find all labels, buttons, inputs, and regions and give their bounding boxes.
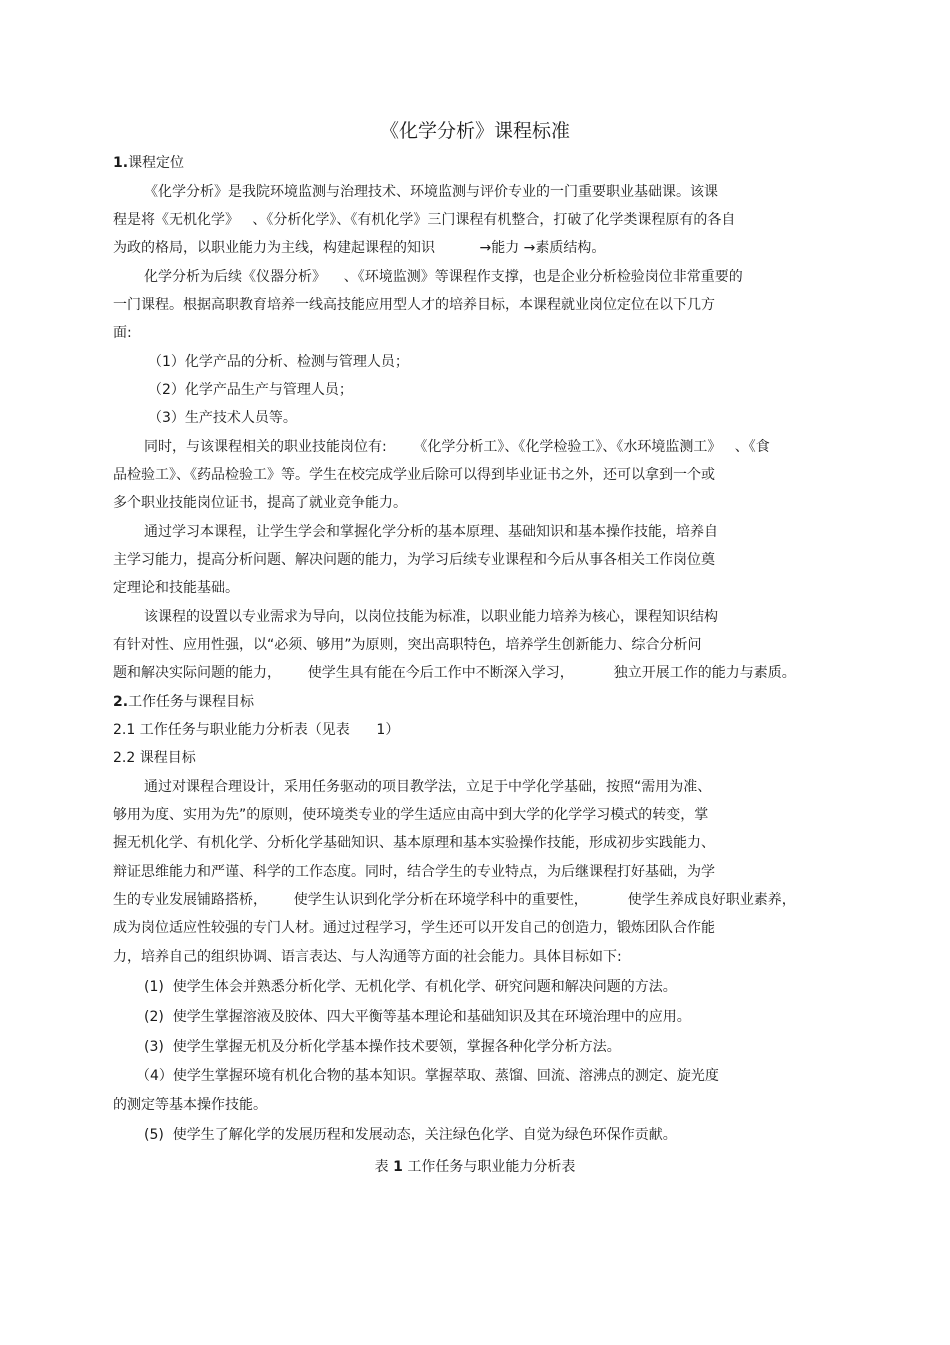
table-caption [0,1158,950,1176]
text-line [144,978,677,996]
line-text: 化学分析为后续《仪器分析》 、《环境监测》等课程作支撑，也是企业分析检验岗位非常重要的 [144,269,743,285]
text-line [148,353,409,371]
line-text: (5) 使学生了解化学的发展历程和发展动态，关注绿色化学、自觉为绿色环保作贡献。 [144,1127,677,1143]
text-line [113,948,622,966]
line-text: 2.1 工作任务与职业能力分析表（见表 1） [113,722,400,738]
section-heading [113,154,184,172]
text-line [144,1126,677,1144]
text-line [136,1067,719,1085]
text-line [113,551,715,569]
line-text: 生的专业发展铺路搭桥， 使学生认识到化学分析在环境学科中的重要性， 使学生养成良好职业素养， [113,892,796,908]
text-line [113,579,239,597]
text-line [148,409,297,427]
line-text: 题和解决实际问题的能力， 使学生具有能在今后工作中不断深入学习， 独立开展工作的能力与素质。 [113,665,796,681]
line-text: 程是将《无机化学》 、《分析化学》、《有机化学》三门课程有机整合，打破了化学类课程原有的各自 [113,212,736,228]
text-line [113,863,715,881]
text-line [113,919,715,937]
text-line [144,523,718,541]
line-text: 定理论和技能基础。 [113,580,239,596]
line-text: 辩证思维能力和严谨、科学的工作态度。同时，结合学生的专业特点，为后继课程打好基础，为学 [113,864,715,880]
line-text: 为政的格局，以职业能力为主线，构建起课程的知识 →能力 →素质结构。 [113,240,606,256]
line-text: 《化学分析》是我院环境监测与治理技术、环境监测与评价专业的一门重要职业基础课。该课 [144,184,718,200]
line-text: 多个职业技能岗位证书，提高了就业竞争能力。 [113,495,407,511]
line-text: 的测定等基本操作技能。 [113,1097,267,1113]
line-text: 力，培养自己的组织协调、语言表达、与人沟通等方面的社会能力。具体目标如下: [113,949,622,965]
line-text: 工作任务与课程目标 [128,694,255,710]
line-text: (2) 使学生掌握溶液及胶体、四大平衡等基本理论和基础知识及其在环境治理中的应用。 [144,1009,691,1025]
page-title: 《化学分析》课程标准 [379,120,570,142]
text-line [144,608,718,626]
line-text: 主学习能力，提高分析问题、解决问题的能力，为学习后续专业课程和今后从事各相关工作岗位奠 [113,552,715,568]
caption-text: 工作任务与职业能力分析表 [402,1159,576,1175]
text-line [144,1008,691,1026]
line-text: 有针对性、应用性强，以“必须、够用”为原则，突出高职特色，培养学生创新能力、综合分析问 [113,637,702,653]
text-line [113,806,708,824]
line-text: 通过学习本课程，让学生学会和掌握化学分析的基本原理、基础知识和基本操作技能，培养自 [144,524,718,540]
section-number: 1. [113,155,129,171]
section-number: 2. [113,694,129,710]
line-text: 握无机化学、有机化学、分析化学基础知识、基本原理和基本实验操作技能，形成初步实践能力、 [113,835,715,851]
line-text: （2）化学产品生产与管理人员； [148,382,353,398]
line-text: (3) 使学生掌握无机及分析化学基本操作技术要领，掌握各种化学分析方法。 [144,1039,621,1055]
line-text: （1）化学产品的分析、检测与管理人员； [148,354,409,370]
text-line [144,183,718,201]
line-text: （3）生产技术人员等。 [148,410,297,426]
section-heading [113,693,254,711]
text-line [113,239,605,257]
caption-number: 1 [393,1159,403,1175]
line-text: 够用为度、实用为先”的原则，使环境类专业的学生适应由高中到大学的化学学习模式的转变，掌 [113,807,709,823]
line-text: 该课程的设置以专业需求为导向，以岗位技能为标准，以职业能力培养为核心，课程知识结构 [144,609,718,625]
text-line [113,721,399,739]
text-line [113,664,796,682]
text-line [113,1096,267,1114]
text-line [144,268,743,286]
line-text: (1) 使学生体会并熟悉分析化学、无机化学、有机化学、研究问题和解决问题的方法。 [144,979,677,995]
text-line [144,1038,621,1056]
line-text: 课程定位 [128,155,185,171]
line-text: 品检验工》、《药品检验工》等。学生在校完成学业后除可以得到毕业证书之外，还可以拿到一个或 [113,467,715,483]
text-line [113,636,702,654]
text-line [113,834,715,852]
text-line [113,324,132,342]
text-line [113,891,796,909]
text-line [148,381,353,399]
text-line [113,749,196,767]
line-text: 同时，与该课程相关的职业技能岗位有: 《化学分析工》、《化学检验工》、《水环境监测工》 、《食 [144,439,770,455]
text-line [144,778,711,796]
line-text: 面: [113,325,132,341]
line-text: （4）使学生掌握环境有机化合物的基本知识。掌握萃取、蒸馏、回流、溶沸点的测定、旋光度 [136,1068,719,1084]
line-text: 通过对课程合理设计，采用任务驱动的项目教学法，立足于中学化学基础，按照“需用为准、 [144,779,712,795]
caption-prefix: 表 [374,1159,394,1175]
line-text: 成为岗位适应性较强的专门人材。通过过程学习，学生还可以开发自己的创造力，锻炼团队合作能 [113,920,715,936]
text-line [144,438,770,456]
line-text: 2.2 课程目标 [113,750,196,766]
text-line [113,211,735,229]
text-line [113,296,715,314]
text-line [113,466,715,484]
line-text: 一门课程。根据高职教育培养一线高技能应用型人才的培养目标，本课程就业岗位定位在以下几方 [113,297,715,313]
text-line [113,494,407,512]
